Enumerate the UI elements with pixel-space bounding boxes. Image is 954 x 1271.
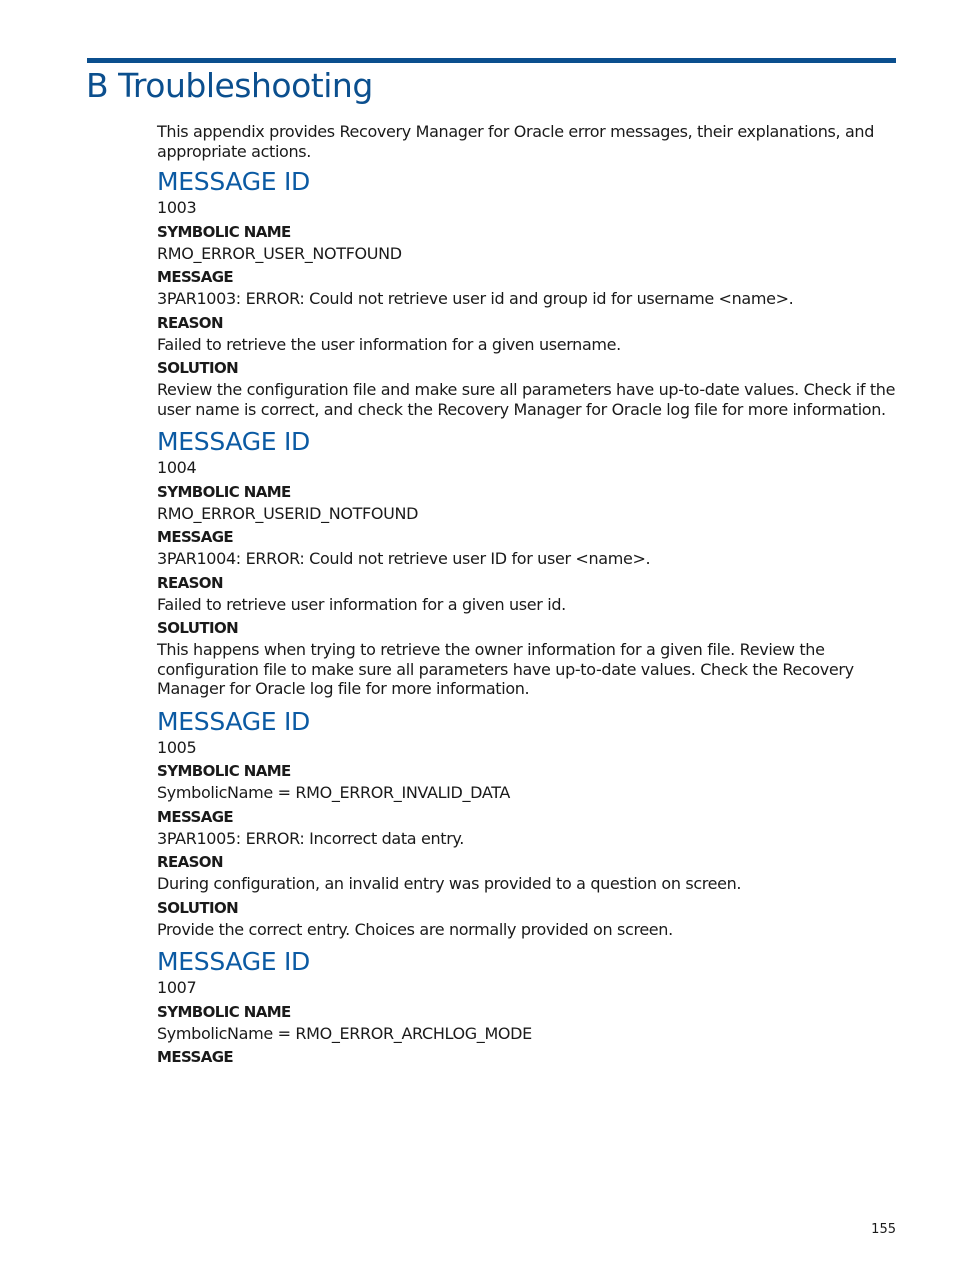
reason-label: REASON [157,853,223,871]
message-value: 3PAR1003: ERROR: Could not retrieve user id and group id for username <name>. [157,289,794,308]
page-content [157,122,897,1075]
symbolic-name-label: SYMBOLIC NAME [157,1002,291,1021]
message-label: MESSAGE [157,528,234,546]
reason-label: REASON [157,313,223,332]
message-entry-1004 [157,427,897,699]
message-entry-1005 [157,707,897,940]
message-id-value: 1005 [157,737,197,757]
solution-label: SOLUTION [157,898,239,917]
symbolic-name-label: SYMBOLIC NAME [157,222,291,241]
symbolic-name-label: SYMBOLIC NAME [157,762,291,780]
solution-label: SOLUTION [157,619,239,637]
message-value: 3PAR1004: ERROR: Could not retrieve user ID for user <name>. [157,549,651,568]
message-id-heading: MESSAGE ID [157,947,310,976]
message-label: MESSAGE [157,1048,234,1066]
message-entry-1007 [157,947,897,1067]
symbolic-name-value: RMO_ERROR_USER_NOTFOUND [157,243,402,263]
reason-value: Failed to retrieve the user information for a given username. [157,334,621,354]
chapter-rule [87,58,896,63]
message-label: MESSAGE [157,807,234,826]
page-number: 155 [871,1222,896,1237]
symbolic-name-value: SymbolicName = RMO_ERROR_INVALID_DATA [157,783,510,802]
solution-value: Provide the correct entry. Choices are normally provided on screen. [157,919,673,939]
chapter-title: B Troubleshooting [86,66,373,105]
message-id-heading: MESSAGE ID [157,706,310,736]
symbolic-name-label: SYMBOLIC NAME [157,482,291,501]
message-id-heading: MESSAGE ID [157,167,310,196]
reason-value: During configuration, an invalid entry was provided to a question on screen. [157,874,742,893]
solution-value: Review the configuration file and make sure all parameters have up-to-date values. Check if the user name is correct, and check the Recovery Manager for Oracle log file for more information. [157,380,896,419]
symbolic-name-value: SymbolicName = RMO_ERROR_ARCHLOG_MODE [157,1023,532,1043]
reason-value: Failed to retrieve user information for a given user id. [157,594,566,614]
message-id-heading: MESSAGE ID [157,427,310,456]
intro-paragraph: This appendix provides Recovery Manager for Oracle error messages, their explanations, and appropriate actions. [157,122,875,161]
message-id-value: 1003 [157,198,197,217]
message-value: 3PAR1005: ERROR: Incorrect data entry. [157,828,465,848]
message-id-value: 1007 [157,978,197,997]
message-id-value: 1004 [157,458,197,477]
solution-label: SOLUTION [157,359,239,377]
reason-label: REASON [157,573,223,592]
message-entry-1003 [157,167,897,419]
message-label: MESSAGE [157,268,234,286]
symbolic-name-value: RMO_ERROR_USERID_NOTFOUND [157,503,419,523]
solution-value: This happens when trying to retrieve the owner information for a given file. Review the configuration file to make sure all parameters have up-to-date values. Check the Recovery Manager for Oracle log file for more information. [157,640,854,698]
